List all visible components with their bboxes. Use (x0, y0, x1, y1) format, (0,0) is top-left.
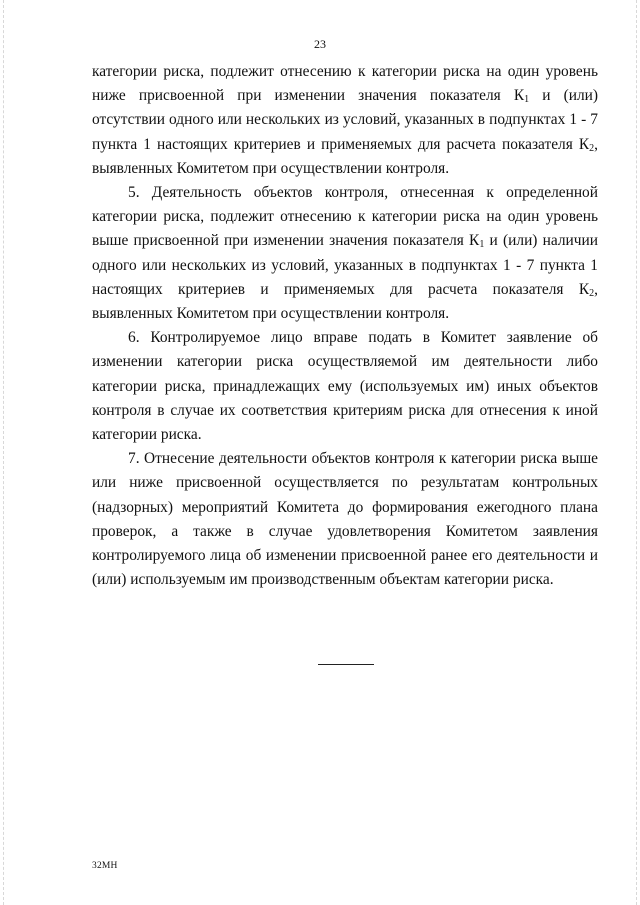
paragraph (92, 181, 598, 326)
document-code: 32МН (92, 861, 118, 871)
paragraph (92, 447, 598, 592)
paragraph (92, 60, 598, 181)
scan-edge-left (3, 0, 4, 905)
page-number: 23 (314, 37, 326, 51)
subscript: 1 (524, 94, 530, 106)
scan-edge-right (636, 0, 637, 905)
text-run: , выявленных Комитетом при осуществлении контроля. (92, 280, 598, 323)
text-run: , выявленных Комитетом при осуществлении контроля. (92, 135, 598, 177)
paragraph (92, 326, 598, 447)
text-run: и (или) наличии одного или нескольких из условий, указанных в подпунктах 1 - 7 пункта 1 настоящих критериев и применяемых для расчета показателя К (92, 232, 598, 298)
text-run: 5. Деятельность объектов контроля, отнесенная к определенной категории риска, подлежит отнесению к категории риска на один уровень выше присвоенной при изменении значения показателя К (92, 184, 598, 250)
text-run: и (или) отсутствии одного или нескольких из условий, указанных в подпунктах 1 - 7 пункта 1 настоящих критериев и применяемых для расчета показателя К (92, 87, 598, 153)
subscript: 1 (479, 239, 485, 251)
document-body (92, 60, 598, 592)
subscript: 2 (589, 287, 595, 299)
closing-rule (318, 664, 374, 665)
subscript: 2 (589, 142, 595, 154)
text-run: категории риска, подлежит отнесению к категории риска на один уровень ниже присвоенной при изменении значения показателя К (92, 63, 598, 105)
text-run: 7. Отнесение деятельности объектов контроля к категории риска выше или ниже присвоенной осуществляется по результатам контрольных (надзорных) мероприятий Комитета до формирования ежегодного плана проверок, а также в случае удовлетворения Комитетом заявления контролируемого лица об изменении присвоенной ранее его деятельности и (или) используемым им производственным объектам категории риска. (92, 450, 598, 589)
text-run: 6. Контролируемое лицо вправе подать в Комитет заявление об изменении категории риска осуществляемой им деятельности либо категории риска, принадлежащих ему (используемых им) иных объектов контроля в случае их соответствия критериям риска для отнесения к иной категории риска. (92, 329, 598, 444)
